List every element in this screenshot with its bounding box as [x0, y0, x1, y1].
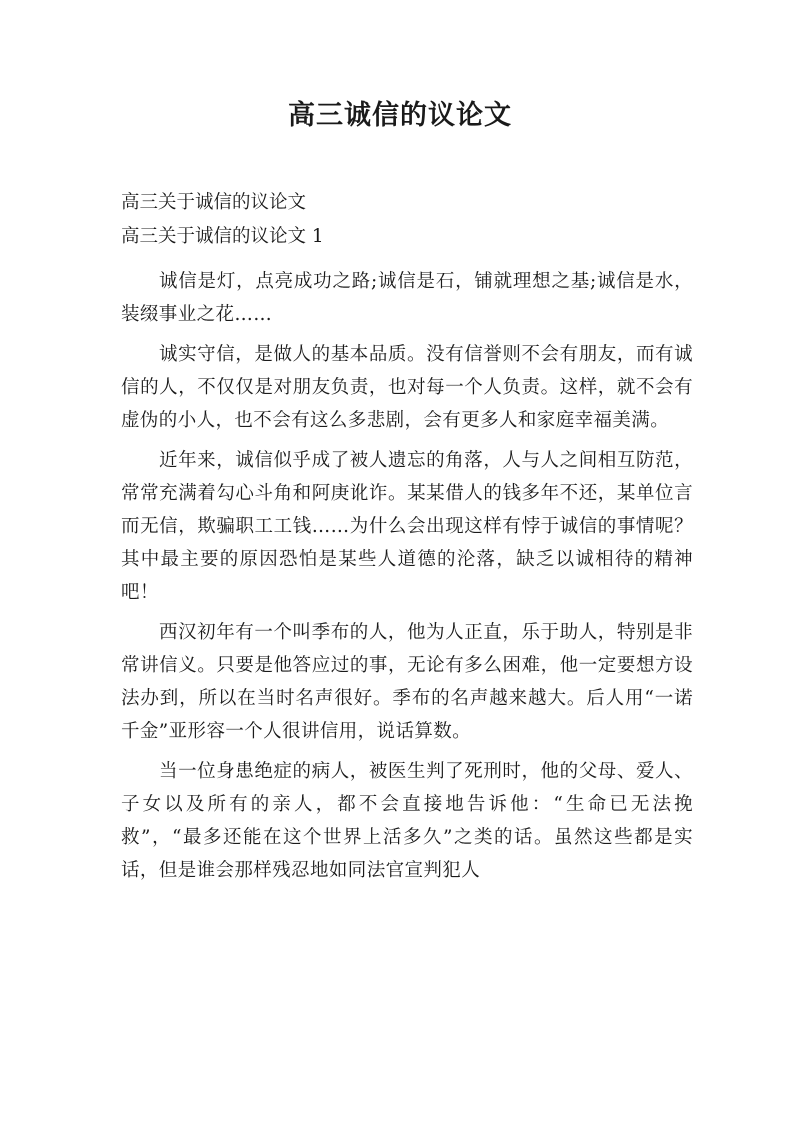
section-heading: 高三关于诚信的议论文 1	[121, 226, 324, 247]
paragraph: 当一位身患绝症的病人，被医生判了死刑时，他的父母、爱人、子女以及所有的亲人，都不会直接地告诉他：“生命已无法挽救”，“最多还能在这个世界上活多久”之类的话。虽然这些都是实话，但是谁会那样残忍地如同法官宣判犯人	[121, 761, 693, 881]
paragraph: 诚信是灯，点亮成功之路;诚信是石，铺就理想之基;诚信是水，装缀事业之花……	[121, 271, 693, 325]
paragraph: 近年来，诚信似乎成了被人遗忘的角落，人与人之间相互防范，常常充满着勾心斗角和阿庚讹诈。某某借人的钱多年不还，某单位言而无信，欺骗职工工钱……为什么会出现这样有悖于诚信的事情呢？其中最主要的原因恐怕是某些人道德的沦落，缺乏以诚相待的精神吧！	[121, 450, 693, 603]
document-title: 高三诚信的议论文	[288, 100, 512, 131]
subheading: 高三关于诚信的议论文	[121, 192, 307, 213]
paragraph: 西汉初年有一个叫季布的人，他为人正直，乐于助人，特别是非常讲信义。只要是他答应过的事，无论有多么困难，他一定要想方设法办到，所以在当时名声很好。季布的名声越来越大。后人用“一诺千金”亚形容一个人很讲信用，说话算数。	[121, 622, 693, 742]
document-body	[121, 186, 693, 887]
paragraph: 诚实守信，是做人的基本品质。没有信誉则不会有朋友，而有诚信的人，不仅仅是对朋友负责，也对每一个人负责。这样，就不会有虚伪的小人，也不会有这么多悲剧，会有更多人和家庭幸福美满。	[121, 344, 693, 431]
